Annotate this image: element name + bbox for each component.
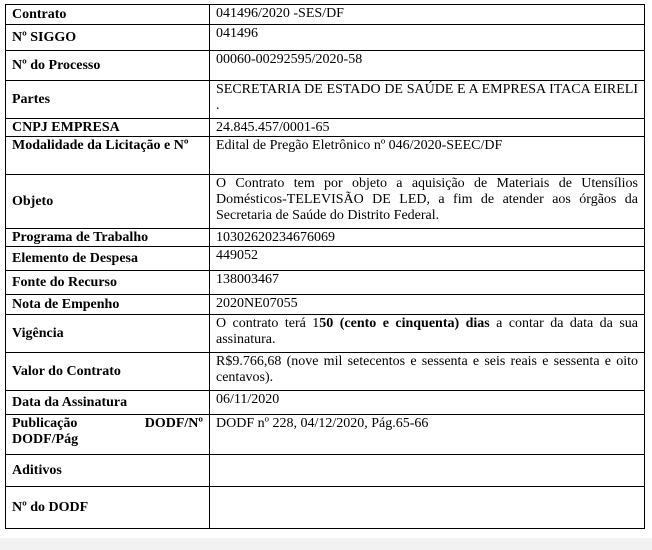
table-row — [6, 175, 645, 229]
table-row — [6, 295, 645, 315]
row-value-elemento: 449052 — [210, 247, 645, 271]
row-value-empenho: 2020NE07055 — [210, 295, 645, 315]
table-row — [6, 25, 645, 51]
row-value-aditivos — [210, 455, 645, 487]
row-value-dodf — [210, 487, 645, 529]
row-value-valor: R$9.766,68 (nove mil setecentos e sessenta e seis reais e sessenta e oito centavos). — [210, 353, 645, 391]
table-row — [6, 51, 645, 81]
row-value-siggo: 041496 — [210, 25, 645, 51]
vigencia-duration: 50 (cento e cinquenta) dias — [319, 316, 490, 331]
publicacao-label-word: Publicação — [12, 416, 78, 431]
row-value-assinatura: 06/11/2020 — [210, 391, 645, 415]
publicacao-label-dodf: DODF/Nº — [144, 416, 203, 431]
row-label-objeto: Objeto — [6, 175, 210, 229]
row-value-programa: 10302620234676069 — [210, 229, 645, 247]
row-label-empenho: Nota de Empenho — [6, 295, 210, 315]
table-row — [6, 455, 645, 487]
row-value-processo: 00060-00292595/2020-58 — [210, 51, 645, 81]
row-value-vigencia — [210, 315, 645, 353]
table-row — [6, 5, 645, 25]
row-label-fonte: Fonte do Recurso — [6, 271, 210, 295]
table-row — [6, 271, 645, 295]
table-row — [6, 229, 645, 247]
row-label-cnpj: CNPJ EMPRESA — [6, 119, 210, 137]
table-row — [6, 81, 645, 119]
vigencia-text-end: a contar da data da sua assinatura. — [216, 316, 638, 347]
row-label-partes: Partes — [6, 81, 210, 119]
row-label-publicacao — [6, 415, 210, 455]
row-label-contrato: Contrato — [6, 5, 210, 25]
row-label-assinatura: Data da Assinatura — [6, 391, 210, 415]
row-value-objeto: O Contrato tem por objeto a aquisição de Materiais de Utensílios Domésticos-TELEVISÃO DE LED, a fim de atender aos órgãos da Secretaria de Saúde do Distrito Federal. — [210, 175, 645, 229]
table-row — [6, 415, 645, 455]
row-label-elemento: Elemento de Despesa — [6, 247, 210, 271]
vigencia-text-start: O contrato terá 1 — [216, 316, 320, 331]
table-row — [6, 353, 645, 391]
contract-summary-table — [5, 4, 645, 529]
row-label-valor: Valor do Contrato — [6, 353, 210, 391]
table-row — [6, 247, 645, 271]
row-label-programa: Programa de Trabalho — [6, 229, 210, 247]
table-row — [6, 315, 645, 353]
table-row — [6, 391, 645, 415]
publicacao-label-pag: DODF/Pág — [12, 432, 79, 447]
table-row — [6, 487, 645, 529]
row-label-siggo: Nº SIGGO — [6, 25, 210, 51]
row-label-processo: Nº do Processo — [6, 51, 210, 81]
publicacao-label-line — [12, 416, 203, 432]
row-value-modalidade: Edital de Pregão Eletrônico nº 046/2020-SEEC/DF — [210, 137, 645, 175]
table-row — [6, 137, 645, 175]
table-row — [6, 119, 645, 137]
row-label-vigencia: Vigência — [6, 315, 210, 353]
row-value-contrato: 041496/2020 -SES/DF — [210, 5, 645, 25]
row-value-partes: SECRETARIA DE ESTADO DE SAÚDE E A EMPRESA ITACA EIRELI . — [210, 81, 645, 119]
row-label-dodf: Nº do DODF — [6, 487, 210, 529]
row-value-publicacao: DODF nº 228, 04/12/2020, Pág.65-66 — [210, 415, 645, 455]
row-label-aditivos: Aditivos — [6, 455, 210, 487]
row-label-modalidade: Modalidade da Licitação e Nº — [6, 137, 210, 175]
row-value-cnpj: 24.845.457/0001-65 — [210, 119, 645, 137]
row-value-fonte: 138003467 — [210, 271, 645, 295]
